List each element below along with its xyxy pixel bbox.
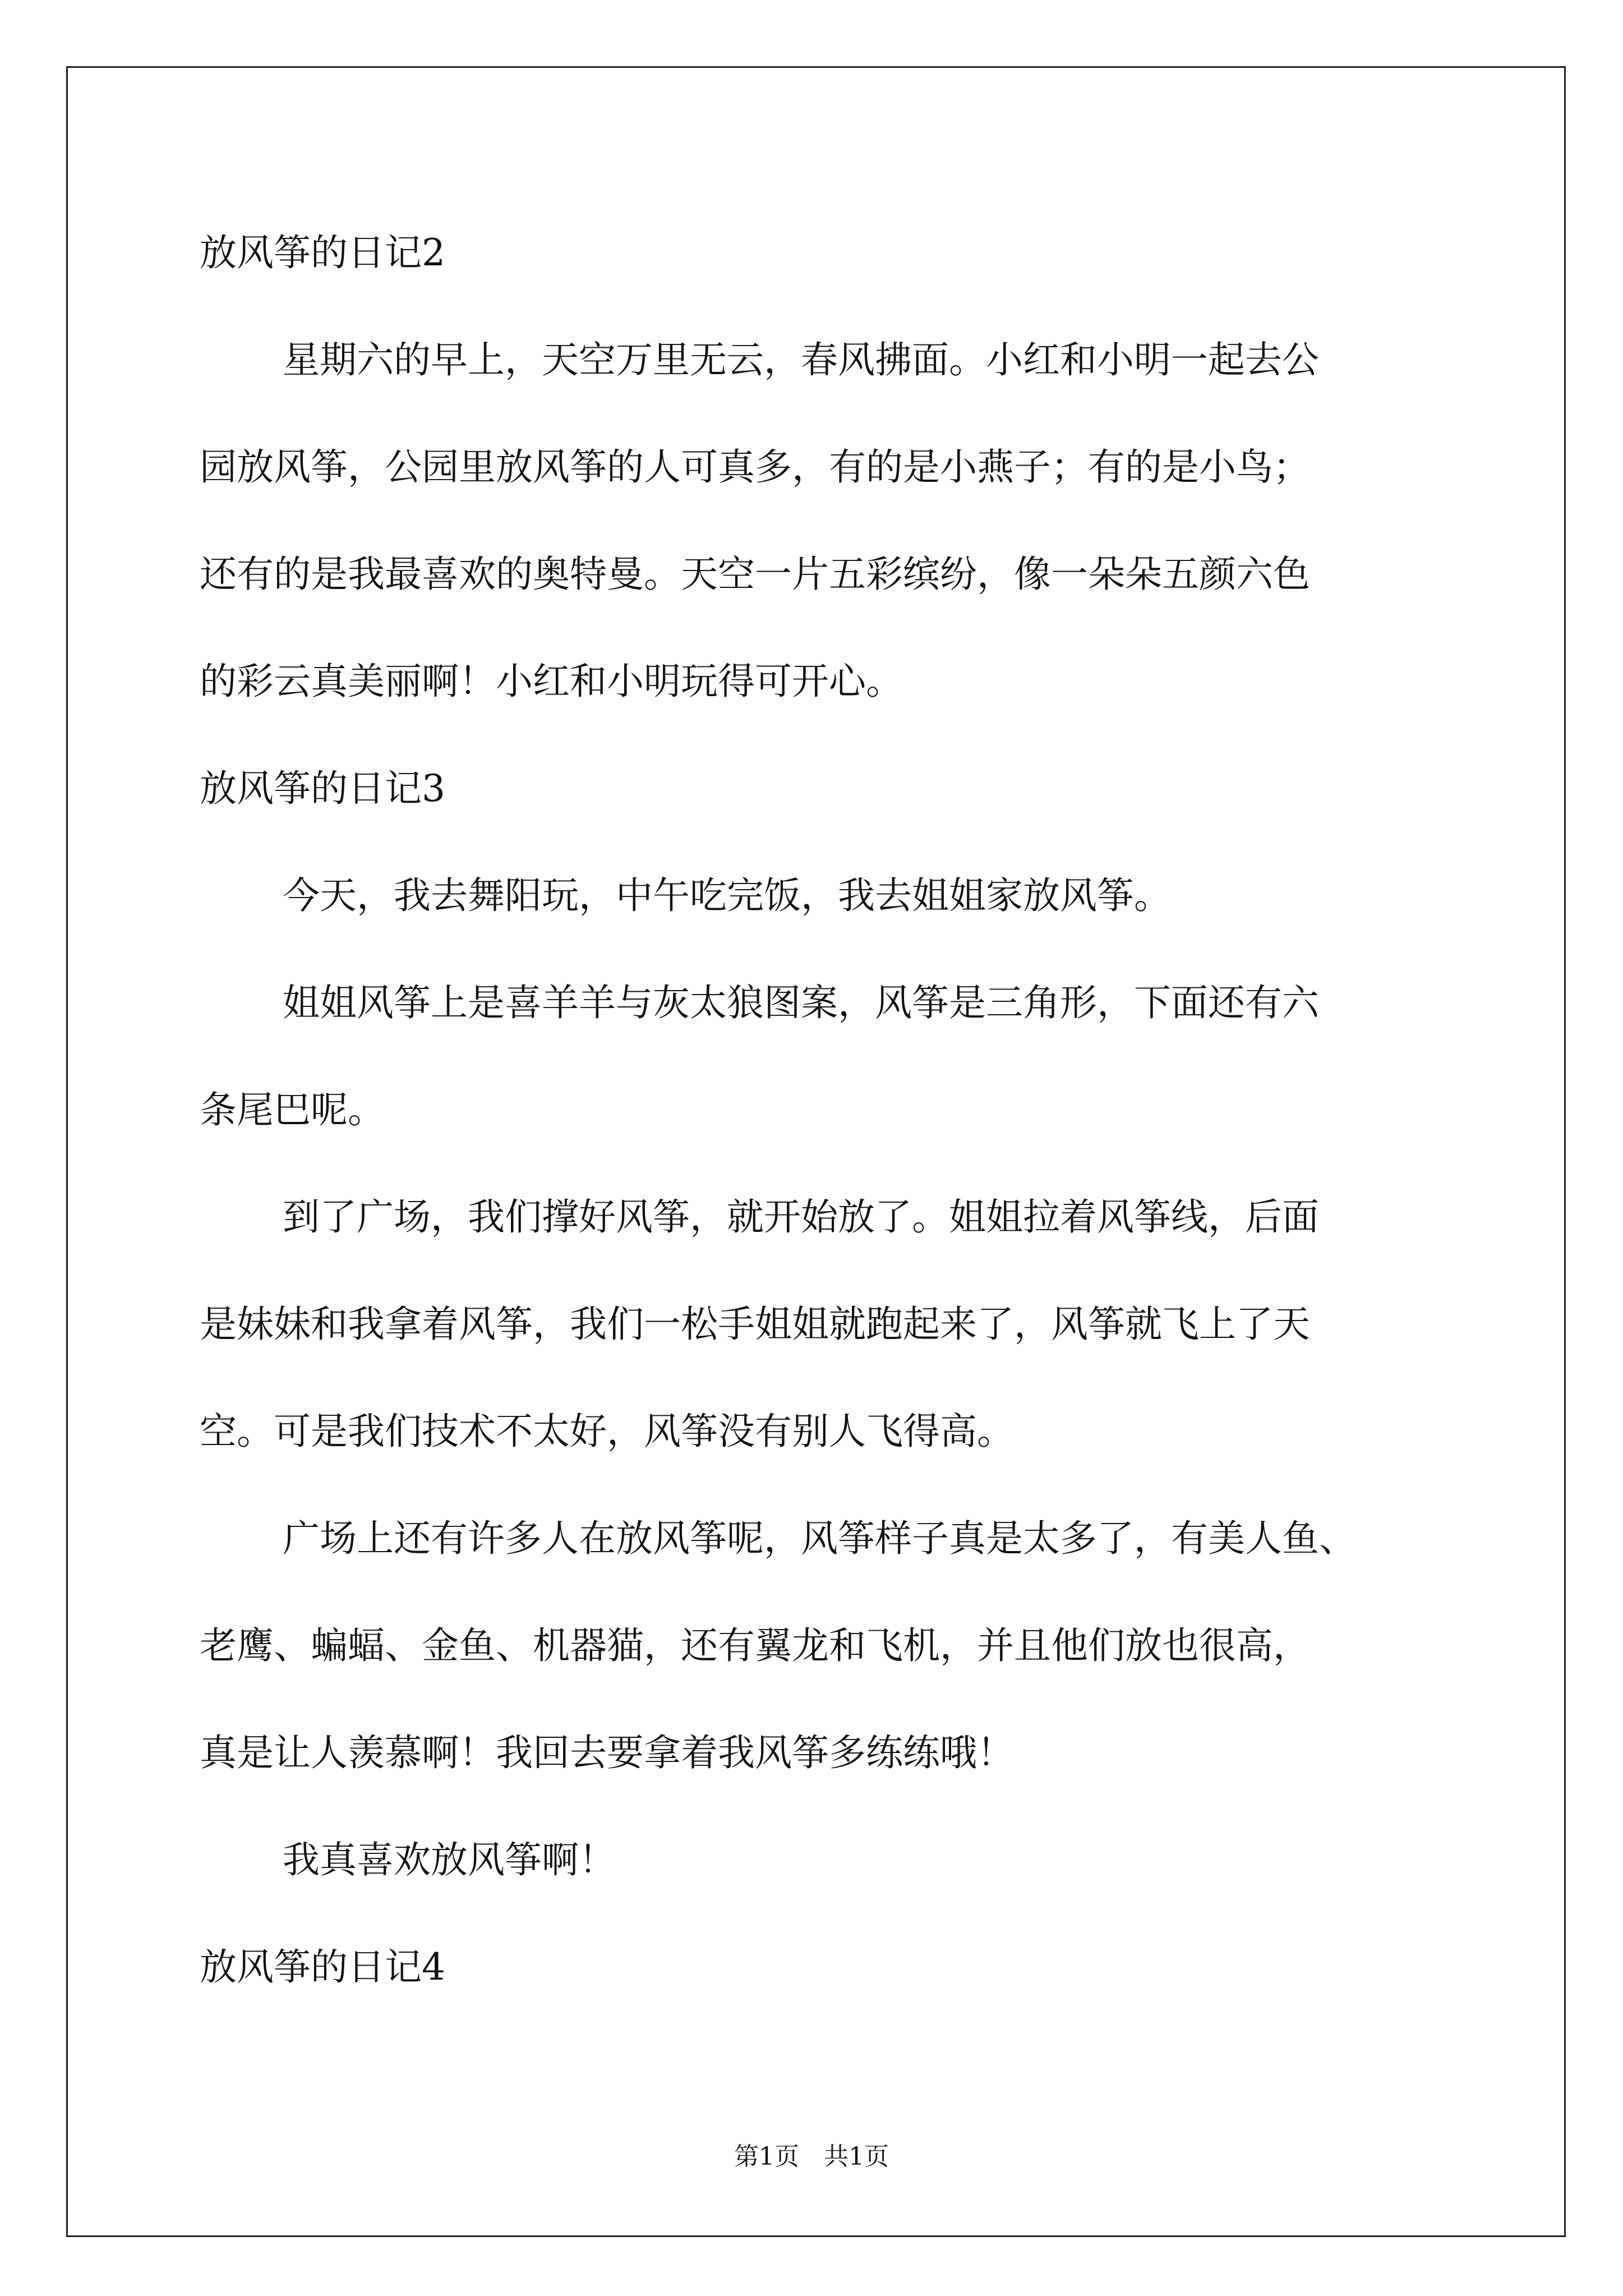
paragraph-line: 还有的是我最喜欢的奥特曼。天空一片五彩缤纷，像一朵朵五颜六色 [200,553,1310,596]
paragraph-line: 的彩云真美丽啊！小红和小明玩得可开心。 [200,660,903,703]
page-number-footer: 第1页 共1页 [734,2142,889,2171]
paragraph-line: 广场上还有许多人在放风筝呢，风筝样子真是太多了，有美人鱼、 [283,1517,1356,1560]
paragraph-line: 到了广场，我们撑好风筝，就开始放了。姐姐拉着风筝线，后面 [283,1195,1319,1239]
paragraph-line: 老鹰、蝙蝠、金鱼、机器猫，还有翼龙和飞机，并且他们放也很高， [200,1624,1310,1667]
paragraph-line: 是妹妹和我拿着风筝，我们一松手姐姐就跑起来了，风筝就飞上了天 [200,1303,1310,1346]
paragraph-line: 园放风筝，公园里放风筝的人可真多，有的是小燕子；有的是小鸟； [200,445,1310,489]
paragraph-line: 条尾巴呢。 [200,1088,385,1131]
heading-diary-4: 放风筝的日记4 [200,1945,445,1989]
paragraph-line: 星期六的早上，天空万里无云，春风拂面。小红和小明一起去公 [283,338,1319,381]
paragraph-line: 真是让人羡慕啊！我回去要拿着我风筝多练练哦！ [200,1731,1014,1774]
paragraph-line: 空。可是我们技术不太好，风筝没有别人飞得高。 [200,1410,1014,1453]
paragraph-line: 我真喜欢放风筝啊！ [283,1838,616,1881]
heading-diary-2: 放风筝的日记2 [200,231,445,274]
heading-diary-3: 放风筝的日记3 [200,767,445,810]
document-body [200,199,1473,2021]
paragraph-line: 姐姐风筝上是喜羊羊与灰太狼图案，风筝是三角形，下面还有六 [283,981,1319,1024]
paragraph-line: 今天，我去舞阳玩，中午吃完饭，我去姐姐家放风筝。 [283,874,1171,917]
